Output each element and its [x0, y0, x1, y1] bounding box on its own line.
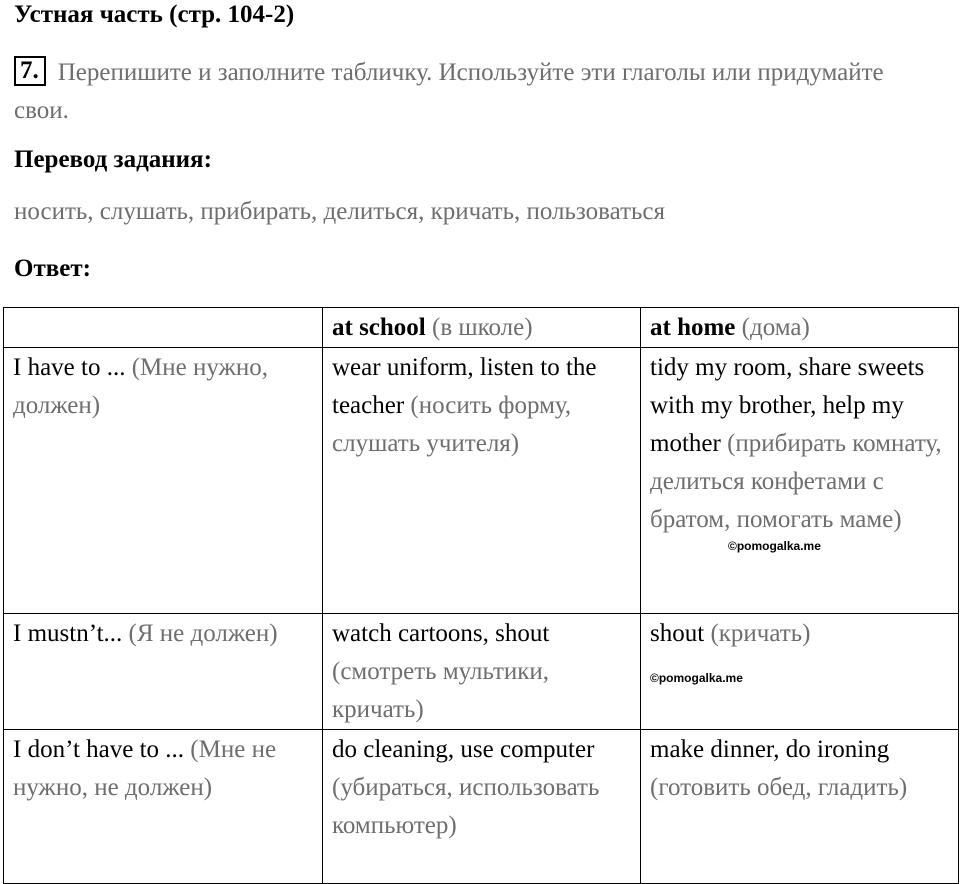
- school-text-ru: (смотреть мультики, кричать): [332, 658, 550, 723]
- home-cell: [641, 614, 959, 730]
- watermark: ©pomogalka.me: [650, 671, 743, 685]
- row-label-en: I have to ...: [13, 354, 126, 381]
- school-text-ru: (носить форму, слушать учителя): [332, 392, 572, 457]
- home-text-en: shout: [650, 620, 705, 647]
- task-statement: [14, 54, 934, 130]
- header-home-en: at home: [650, 314, 736, 341]
- task-number-box: 7.: [14, 56, 46, 86]
- row-label-ru: (Я не должен): [128, 620, 278, 647]
- row-label-en: I mustn’t...: [13, 620, 123, 647]
- header-cell-school: [323, 308, 641, 348]
- home-text-ru: (готовить обед, гладить): [650, 774, 908, 801]
- row-label-cell: [4, 348, 323, 614]
- home-text-en: make dinner, do ironing: [650, 736, 890, 763]
- school-text-en: watch cartoons, shout: [332, 620, 550, 647]
- school-cell: [323, 348, 641, 614]
- header-school-en: at school: [332, 314, 426, 341]
- school-text-en: wear uniform, listen to the teacher: [332, 354, 597, 419]
- table-header-row: [4, 308, 959, 348]
- row-label-en: I don’t have to ...: [13, 736, 185, 763]
- table-row: [4, 614, 959, 730]
- row-label-ru: (Мне нужно, должен): [13, 354, 268, 419]
- answer-heading: Ответ:: [14, 255, 91, 282]
- row-label-cell: [4, 614, 323, 730]
- home-cell: [641, 348, 959, 614]
- home-text-en: tidy my room, share sweets with my brother, help my mother: [650, 354, 925, 457]
- task-text: Перепишите и заполните табличку. Используйте эти глаголы или придумайте свои.: [14, 59, 884, 124]
- home-text-ru: (прибирать комнату, делиться конфетами с братом, помогать маме): [650, 430, 942, 533]
- table-row: [4, 348, 959, 614]
- header-home-ru: (дома): [741, 314, 810, 341]
- table-row: [4, 730, 959, 884]
- home-text-ru: (кричать): [710, 620, 811, 647]
- verbs-line: носить, слушать, прибирать, делиться, кричать, пользоваться: [14, 198, 666, 225]
- header-school-ru: (в школе): [432, 314, 533, 341]
- home-cell: [641, 730, 959, 884]
- watermark: ©pomogalka.me: [728, 539, 821, 553]
- school-text-en: do cleaning, use computer: [332, 736, 595, 763]
- page-heading: Устная часть (стр. 104-2): [14, 1, 295, 28]
- school-cell: [323, 730, 641, 884]
- row-label-cell: [4, 730, 323, 884]
- header-cell-empty: [4, 308, 323, 348]
- header-cell-home: [641, 308, 959, 348]
- translation-heading: Перевод задания:: [14, 146, 212, 173]
- school-cell: [323, 614, 641, 730]
- answer-table: [3, 307, 959, 884]
- row-label-ru: (Мне не нужно, не должен): [13, 736, 277, 801]
- school-text-ru: (убираться, использовать компьютер): [332, 774, 600, 839]
